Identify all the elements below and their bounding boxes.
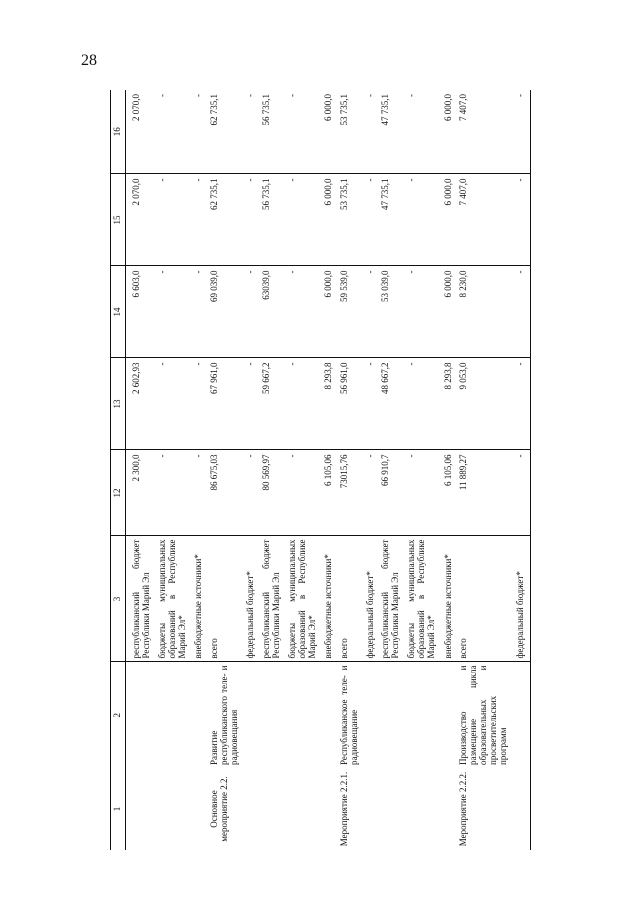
row-name-cell [156, 662, 192, 768]
value-cell-col-15: - [514, 174, 530, 266]
page-number: 28 [81, 52, 97, 69]
value-cell-col-15: - [286, 174, 322, 266]
value-cell-col-16: - [156, 90, 192, 174]
value-cell-col-13: 48 667,2 [379, 358, 405, 450]
value-cell-col-14: 6 603,0 [126, 266, 157, 358]
value-cell-col-16: 47 735,1 [379, 90, 405, 174]
value-cell-col-16: - [244, 90, 260, 174]
value-cell-col-16: 7 407,0 [457, 90, 514, 174]
row-name-cell [379, 662, 405, 768]
row-source-cell: федеральный бюджет* [514, 536, 530, 662]
value-cell-col-14: 69 039,0 [208, 266, 244, 358]
value-cell-col-15: - [156, 174, 192, 266]
value-cell-col-15: - [364, 174, 380, 266]
header-col-2: 2 [112, 713, 123, 718]
row-name-cell [286, 662, 322, 768]
header-col-3: 3 [111, 536, 126, 662]
value-cell-col-14: - [514, 266, 530, 358]
value-cell-col-13: - [364, 358, 380, 450]
row-code-cell: Мероприятие 2.2.1. [338, 771, 349, 847]
table-row [457, 90, 514, 850]
value-cell-col-13: - [286, 358, 322, 450]
header-col-15: 15 [111, 174, 126, 266]
row-name-cell [514, 662, 530, 768]
value-cell-col-16: 6 000,0 [322, 90, 338, 174]
value-cell-col-14: 63039,0 [260, 266, 286, 358]
row-name-cell: Производство и размещение цикла образовательных и просветительских программ [458, 665, 508, 765]
value-cell-col-12: - [192, 450, 208, 536]
row-code-cell [244, 768, 260, 850]
header-row [111, 90, 126, 850]
table-row [364, 90, 380, 850]
table-row [405, 90, 441, 850]
row-code-cell [322, 768, 338, 850]
value-cell-col-12: - [364, 450, 380, 536]
value-cell-col-12: - [244, 450, 260, 536]
row-code-cell [364, 768, 380, 850]
row-source-cell: федеральный бюджет* [244, 536, 260, 662]
table-row [322, 90, 338, 850]
table-row [514, 90, 530, 850]
value-cell-col-16: 56 735,1 [260, 90, 286, 174]
row-source-cell: бюджеты муниципальных образований в Республике Марий Эл* [156, 536, 192, 662]
budget-table [110, 90, 531, 850]
value-cell-col-15: 47 735,1 [379, 174, 405, 266]
value-cell-col-15: 56 735,1 [260, 174, 286, 266]
table-row [442, 90, 458, 850]
row-name-cell [442, 662, 458, 768]
value-cell-col-13: 9 053,0 [457, 358, 514, 450]
row-name-cell: Республиканское теле- и радиовещание [338, 665, 359, 765]
value-cell-col-15: - [192, 174, 208, 266]
row-source-cell: внебюджетные источники* [192, 536, 208, 662]
value-cell-col-16: 6 000,0 [442, 90, 458, 174]
value-cell-col-12: 73015,76 [338, 450, 364, 536]
value-cell-col-13: 2 602,93 [126, 358, 157, 450]
value-cell-col-14: - [244, 266, 260, 358]
row-code-cell [379, 768, 405, 850]
value-cell-col-14: - [405, 266, 441, 358]
table-body [126, 90, 531, 850]
table-row [260, 90, 286, 850]
row-name-cell [405, 662, 441, 768]
row-code-cell [260, 768, 286, 850]
value-cell-col-14: - [192, 266, 208, 358]
value-cell-col-16: - [192, 90, 208, 174]
value-cell-col-16: - [514, 90, 530, 174]
value-cell-col-14: 6 000,0 [322, 266, 338, 358]
value-cell-col-12: - [286, 450, 322, 536]
value-cell-col-15: 62 735,1 [208, 174, 244, 266]
row-source-cell: федеральный бюджет* [364, 536, 380, 662]
value-cell-col-14: - [364, 266, 380, 358]
value-cell-col-14: - [286, 266, 322, 358]
row-code-cell: Мероприятие 2.2.2. [458, 771, 469, 847]
row-source-cell: всего [208, 536, 244, 662]
value-cell-col-13: 59 667,2 [260, 358, 286, 450]
value-cell-col-15: 6 000,0 [442, 174, 458, 266]
value-cell-col-16: - [364, 90, 380, 174]
value-cell-col-12: 86 675,03 [208, 450, 244, 536]
value-cell-col-12: - [514, 450, 530, 536]
header-col-14: 14 [111, 266, 126, 358]
row-name-cell [192, 662, 208, 768]
value-cell-col-12: 6 105,06 [442, 450, 458, 536]
row-code-cell [442, 768, 458, 850]
value-cell-col-12: - [405, 450, 441, 536]
value-cell-col-13: 8 293,8 [322, 358, 338, 450]
value-cell-col-14: - [156, 266, 192, 358]
row-name-cell [322, 662, 338, 768]
header-col-13: 13 [111, 358, 126, 450]
row-source-cell: бюджеты муниципальных образований в Республике Марий Эл* [286, 536, 322, 662]
row-source-cell: бюджеты муниципальных образований в Республике Марий Эл* [405, 536, 441, 662]
value-cell-col-12: 66 910,7 [379, 450, 405, 536]
table-row [208, 90, 244, 850]
value-cell-col-14: 59 539,0 [338, 266, 364, 358]
value-cell-col-15: - [244, 174, 260, 266]
table-row [156, 90, 192, 850]
value-cell-col-16: 62 735,1 [208, 90, 244, 174]
value-cell-col-12: - [156, 450, 192, 536]
row-code-cell: Основное мероприятие 2.2. [209, 776, 229, 842]
value-cell-col-13: - [514, 358, 530, 450]
row-source-cell: внебюджетные источники* [322, 536, 338, 662]
table-row [379, 90, 405, 850]
value-cell-col-15: 7 407,0 [457, 174, 514, 266]
value-cell-col-15: 6 000,0 [322, 174, 338, 266]
value-cell-col-15: 53 735,1 [338, 174, 364, 266]
value-cell-col-13: 67 961,0 [208, 358, 244, 450]
value-cell-col-13: - [405, 358, 441, 450]
table-row [244, 90, 260, 850]
value-cell-col-13: 56 961,0 [338, 358, 364, 450]
header-col-1: 1 [112, 806, 123, 812]
row-name-cell [126, 662, 157, 768]
row-code-cell [126, 768, 157, 850]
row-code-cell [192, 768, 208, 850]
table-row [338, 90, 364, 850]
row-name-cell [364, 662, 380, 768]
row-name-cell [244, 662, 260, 768]
value-cell-col-12: 80 569,97 [260, 450, 286, 536]
rotated-table-sheet [110, 90, 531, 850]
row-source-cell: республиканский бюджет Республики Марий Эл [126, 536, 157, 662]
row-name-cell [260, 662, 286, 768]
value-cell-col-16: 53 735,1 [338, 90, 364, 174]
value-cell-col-12: 6 105,06 [322, 450, 338, 536]
value-cell-col-13: - [244, 358, 260, 450]
value-cell-col-13: - [156, 358, 192, 450]
row-code-cell [514, 768, 530, 850]
table-row [286, 90, 322, 850]
row-source-cell: республиканский бюджет Республики Марий Эл [260, 536, 286, 662]
value-cell-col-16: 2 070,0 [126, 90, 157, 174]
value-cell-col-13: 8 293,8 [442, 358, 458, 450]
row-source-cell: внебюджетные источники* [442, 536, 458, 662]
row-code-cell [405, 768, 441, 850]
value-cell-col-14: 53 039,0 [379, 266, 405, 358]
value-cell-col-13: - [192, 358, 208, 450]
header-col-12: 12 [111, 450, 126, 536]
value-cell-col-16: - [286, 90, 322, 174]
row-source-cell: республиканский бюджет Республики Марий Эл [379, 536, 405, 662]
value-cell-col-16: - [405, 90, 441, 174]
table-row [192, 90, 208, 850]
value-cell-col-14: 8 230,0 [457, 266, 514, 358]
value-cell-col-15: - [405, 174, 441, 266]
table-row [126, 90, 157, 850]
value-cell-col-12: 11 889,27 [457, 450, 514, 536]
value-cell-col-14: 6 000,0 [442, 266, 458, 358]
row-name-cell: Развитие республиканского теле- и радиовещания [209, 665, 239, 765]
header-col-16: 16 [111, 90, 126, 174]
row-source-cell: всего [457, 536, 514, 662]
value-cell-col-12: 2 300,0 [126, 450, 157, 536]
value-cell-col-15: 2 070,0 [126, 174, 157, 266]
row-code-cell [156, 768, 192, 850]
row-source-cell: всего [338, 536, 364, 662]
row-code-cell [286, 768, 322, 850]
